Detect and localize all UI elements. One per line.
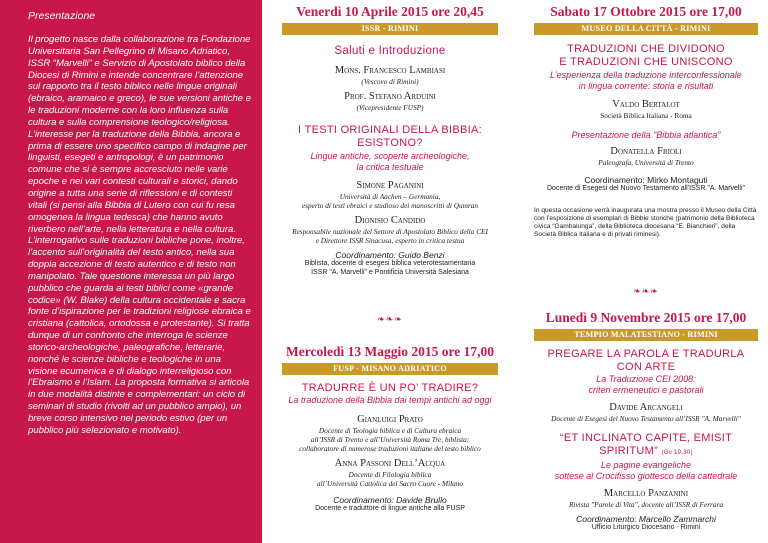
speaker-arduini: Prof. Stefano Arduini xyxy=(344,91,436,102)
speaker-panzanini-role: Rivista "Parole di Vita", docente all’ISSR di Ferrara xyxy=(568,500,724,509)
event-3 xyxy=(534,4,758,239)
speaker-panzanini: Marcello Panzanini xyxy=(603,488,689,499)
speaker-bertalot: Valdo Bertalot xyxy=(612,99,680,110)
event-1 xyxy=(282,4,498,277)
event-4 xyxy=(534,310,758,533)
event-3-subtitle-2: in lingua corrente: storia e risultati xyxy=(578,81,714,91)
speaker-frioli-role: Paleografa, Università di Trento xyxy=(598,158,694,167)
event-4-title: PREGARE LA PAROLA E TRADURLA CON ARTE xyxy=(547,348,745,373)
speaker-passoni: Anna Passoni Dell’Acqua xyxy=(334,458,446,469)
speaker-lambiasi-role: (Vescovo di Rimini) xyxy=(361,77,419,86)
event-1-coordinator-role-1: Biblista, docente di esegesi biblica veterotestamentaria xyxy=(304,260,476,267)
ornament-divider: ❧❧❧ xyxy=(633,286,659,296)
event-4-gospel-ref: (Gv 19,30) xyxy=(661,450,693,456)
speaker-prato-role-3: collaboratore di numerose traduzioni italiane del testo biblico xyxy=(299,444,481,453)
event-4-coordinator: Coordinamento: Marcello Zammarchi xyxy=(576,514,716,524)
event-3-venue: MUSEO DELLA CITTÀ - RIMINI xyxy=(534,23,758,35)
speaker-candido-role-2: e Direttore ISSR Sinacusa, esperto in critica testua xyxy=(315,236,465,245)
speaker-arcangeli: Davide Arcangeli xyxy=(609,402,683,413)
event-2-coordinator-role: Docente e traduttore di lingue antiche alla FUSP xyxy=(315,505,465,512)
event-3-coordinator-role: Docente di Esegesi del Nuovo Testamento all'ISSR "A. Marvelli" xyxy=(547,185,745,192)
event-2-title: TRADURRE È UN PO’ TRADIRE? xyxy=(301,382,479,394)
event-4-title-2 xyxy=(534,432,758,460)
event-4-subtitle-3: Le pagine evangeliche xyxy=(600,460,692,470)
event-3-coordinator: Coordinamento: Mirko Montaguti xyxy=(584,175,708,185)
event-2-coordinator: Coordinamento: Davide Brullo xyxy=(333,495,447,505)
event-4-title-2-text: “ET INCLINATO CAPITE, EMISIT SPIRITUM” xyxy=(559,432,733,457)
speaker-paganini-role-1: Università di Aachen – Germania, xyxy=(339,192,441,201)
event-3-exhibition-note: In questa occasione verrà inaugurata una mostra presso il Museo della Città con l’esposizione di esemplari di Bibbie storiche (patrimonio della Biblioteca civica “Gambalunga”, della Biblioteca diocesana “E. Bianchieri”, della Società Biblica Italiana e di privati riminesi). xyxy=(534,206,757,238)
ornament-divider: ❧❧❧ xyxy=(377,314,403,324)
event-3-date: Sabato 17 Ottobre 2015 ore 17,00 xyxy=(550,4,742,19)
event-2-subtitle: La traduzione della Bibbia dai tempi antichi ad oggi xyxy=(288,395,492,405)
event-4-date: Lunedì 9 Novembre 2015 ore 17,00 xyxy=(545,310,747,325)
event-2-venue: FUSP - MISANO ADRIATICO xyxy=(282,363,498,375)
presentation-text: Il progetto nasce dalla collaborazione tra Fondazione Universitaria San Pellegrino di Misano Adriatico, ISSR “Marvelli” e Servizio di Apostolato biblico della Diocesi di Rimini e intende concentrare l’attenzione sul rapporto tra il testo biblico nelle lingue originali (ebraico, aramaico e greco), le sue versioni antiche e le traduzioni moderne con la loro influenza sulla cultura e sulla comprensione teologico/religiosa. L’interesse per la traduzione della Bibbia, ancora e prima di essere uno specifico campo di indagine per linguisti, esegeti e antropologi, è un patrimonio comune che si è sempre accresciuto nelle varie epoche e nei vari contesti culturali e storici, dando origine a tutta una serie di riflessioni e di contesti vitali (si pensi alla Bibbia di Lutero con cui fu resa omogenea la lingua tedesca) che hanno avuto riverbero nell’arte, nella letteratura e nella cultura. L’interrogativo sulle traduzioni bibliche pone, inoltre, l’accento sull’originalità del testo antico, nella sua doppia accezione di testo autentico e di testo non manipolato. Tale questione interessa un più largo pubblico che guarda ai testi biblici come «grande codice» (W. Blake) della cultura occidentale e sacra fonte d’ispirazione per le tradizioni religiose ebraica e cristiana (cattolica, ortodossa e protestante). Si tratta dunque di un confronto che interroga le scienze storico-archeologiche, paleografiche, letterarie, nonché le scienze bibliche e teologiche in una visione ecumenica e di dialogo interreligioso con l’Ebraismo e l’Islam. La proposta formativa si articola in due modalità distinte e complementari: un ciclo di seminari di studio (rivolti ad un pubblico ampio), un breve corso intensivo nel periodo estivo (per un pubblico più selezionato e motivato). xyxy=(28,34,251,436)
speaker-bertalot-role: Società Biblica Italiana - Roma xyxy=(600,111,692,120)
speaker-paganini: Simone Paganini xyxy=(356,180,424,191)
event-4-coordinator-role: Ufficio Liturgico Diocesano - Rimini xyxy=(591,524,701,531)
speaker-prato-role-2: all’ISSR di Trento e all’Università Roma Tre, biblista; xyxy=(310,435,470,444)
event-3-presentation: Presentazione della "Bibbia atlantica" xyxy=(571,130,721,140)
speaker-lambiasi: Mons. Francesco Lambiasi xyxy=(334,65,446,76)
speaker-passoni-role-1: Docente di Filologia biblica xyxy=(348,470,432,479)
event-2 xyxy=(282,344,498,514)
event-1-welcome: Saluti e Introduzione xyxy=(334,45,446,57)
event-3-subtitle-1: L’esperienza della traduzione interconfessionale xyxy=(550,70,742,80)
speaker-arcangeli-role: Docente di Esegesi del Nuovo Testamento all’ISSR "A. Marvelli" xyxy=(551,414,741,423)
column-right xyxy=(534,0,758,543)
event-1-subtitle-1: Lingue antiche, scoperte archeologiche, xyxy=(310,151,470,161)
event-2-date: Mercoledì 13 Maggio 2015 ore 17,00 xyxy=(286,344,494,359)
speaker-arduini-role: (Vicepresidente FUSP) xyxy=(356,103,424,112)
event-3-title-2: E TRADUZIONI CHE UNISCONO xyxy=(559,56,733,68)
speaker-paganini-role-2: esperto di testi ebraici e studioso dei manoscritti di Qumran xyxy=(301,201,479,210)
presentation-panel xyxy=(0,0,262,543)
event-1-date: Venerdì 10 Aprile 2015 ore 20,45 xyxy=(296,4,484,19)
event-1-coordinator-role-2: ISSR "A. Marvelli" e Pontificia Università Salesiana xyxy=(311,268,469,276)
event-4-subtitle-4: sottese al Crocifisso giottesco della cattedrale xyxy=(554,471,738,481)
speaker-passoni-role-2: all’Università Cattolica del Sacro Cuore - Milano xyxy=(316,479,464,488)
event-1-subtitle-2: la critica testuale xyxy=(356,162,424,172)
speaker-frioli: Donatella Frioli xyxy=(610,146,682,157)
event-4-subtitle-2: criteri ermeneutici e pastorali xyxy=(588,385,704,395)
event-4-venue: TEMPIO MALATESTIANO - RIMINI xyxy=(534,329,758,341)
event-3-title-1: TRADUZIONI CHE DIVIDONO xyxy=(567,43,725,55)
column-middle xyxy=(282,0,498,543)
speaker-candido: Dionisio Candido xyxy=(354,215,426,226)
event-4-subtitle-1: La Traduzione CEI 2008: xyxy=(596,374,696,384)
presentation-title: Presentazione xyxy=(28,10,96,22)
event-1-venue: ISSR - RIMINI xyxy=(282,23,498,35)
speaker-prato: Gianluigi Prato xyxy=(357,414,423,425)
event-1-title: I TESTI ORIGINALI DELLA BIBBIA: ESISTONO? xyxy=(298,124,482,149)
event-1-coordinator: Coordinamento: Guido Benzi xyxy=(335,250,445,260)
speaker-candido-role-1: Responsabile nazionale del Settore di Apostolato Biblico della CEI xyxy=(292,227,488,236)
speaker-prato-role-1: Docente di Teologia biblica e di Cultura ebraica xyxy=(318,426,462,435)
